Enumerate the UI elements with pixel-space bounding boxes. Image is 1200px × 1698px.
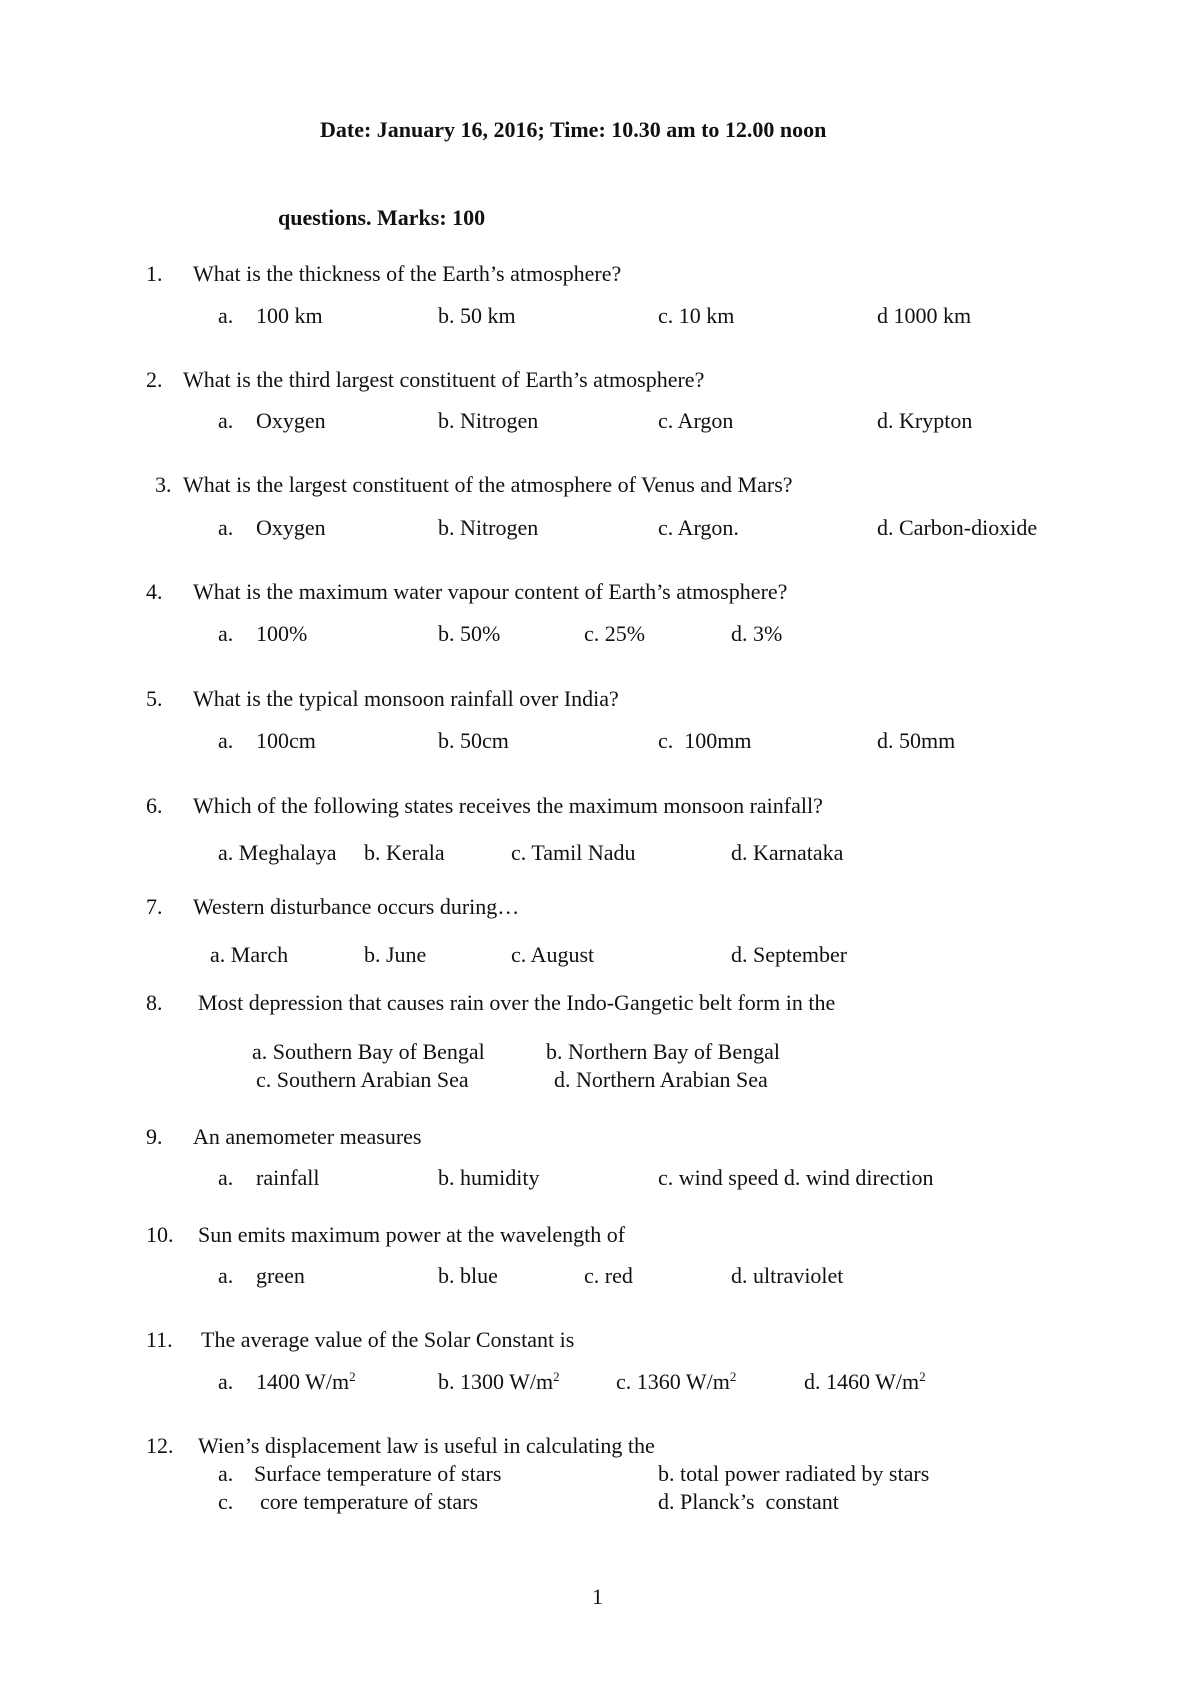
option-b: b. 50cm [438,728,509,753]
superscript: 2 [919,1369,926,1384]
option-b: b. June [364,942,427,967]
option-d: d. 1460 $W/m^2$ [804,1369,926,1394]
option-label: a. [218,728,234,753]
option-b: b. 50% [438,621,501,646]
question-text: What is the third largest constituent of Earth’s atmosphere? [183,367,705,392]
question-number: 9. [146,1124,163,1149]
question-text: Western disturbance occurs during… [193,894,520,919]
option-c: core temperature of stars [260,1489,479,1514]
option-label: a. [218,1263,234,1288]
question-text: What is the maximum water vapour content of Earth’s atmosphere? [193,579,788,604]
question-text: An anemometer measures [193,1124,422,1149]
option-b: b. 50 km [438,303,516,328]
question-number: 2. [146,367,163,392]
option-c: c. 25% [584,621,646,646]
option-label: a. [218,621,234,646]
option-b: b. Kerala [364,840,445,865]
option-a: rainfall [256,1165,320,1190]
question-number: 11. [146,1327,173,1352]
option-d: d. ultraviolet [731,1263,844,1288]
question-number: 10. [146,1222,174,1247]
option-a: 1400 $W/m^2$ [256,1369,356,1394]
question-number: 4. [146,579,163,604]
option-b: b. Northern Bay of Bengal [546,1039,780,1064]
option-a: 100 km [256,303,323,328]
option-a: a. Meghalaya [218,840,337,865]
question-text: What is the typical monsoon rainfall over India? [193,686,619,711]
option-label: a. [218,303,234,328]
question-text: Wien’s displacement law is useful in calculating the [198,1433,655,1458]
question-number: 7. [146,894,163,919]
option-c: c. Tamil Nadu [511,840,636,865]
marks-heading: questions. Marks: 100 [278,205,486,230]
option-a: Oxygen [256,408,326,433]
option-c: c. Southern Arabian Sea [256,1067,469,1092]
date-time-heading: Date: January 16, 2016; Time: 10.30 am to 12.00 noon [320,117,827,142]
question-number: 1. [146,261,163,286]
option-c: c. red [584,1263,633,1288]
option-a: a. March [210,942,289,967]
option-d: d. 3% [731,621,783,646]
option-c: c. Argon [658,408,734,433]
option-a: Surface temperature of stars [254,1461,502,1486]
option-b: b. Nitrogen [438,408,539,433]
option-d: d. Northern Arabian Sea [554,1067,768,1092]
option-c: c. Argon. [658,515,739,540]
option-b: b. Nitrogen [438,515,539,540]
option-d: d 1000 km [877,303,972,328]
question-number: 3. [155,472,172,497]
option-b: b. 1300 $W/m^2$ [438,1369,560,1394]
question-number: 5. [146,686,163,711]
option-d: d. September [731,942,848,967]
question-text: Sun emits maximum power at the wavelength of [198,1222,626,1247]
option-label: a. [218,408,234,433]
superscript: 2 [553,1369,560,1384]
option-a: Oxygen [256,515,326,540]
question-text: What is the largest constituent of the atmosphere of Venus and Mars? [183,472,793,497]
question-number: 6. [146,793,163,818]
option-c: c. 100mm [658,728,752,753]
option-label: a. [218,1165,234,1190]
option-b: b. humidity [438,1165,540,1190]
option-d: d. Planck’s constant [658,1489,839,1514]
option-c-d: c. wind speed d. wind direction [658,1165,934,1190]
option-c: c. August [511,942,595,967]
option-label: a. [218,1461,234,1486]
superscript: 2 [349,1369,356,1384]
option-c: c. 1360 $W/m^2$ [616,1369,737,1394]
question-number: 8. [146,990,163,1015]
option-b: b. blue [438,1263,498,1288]
option-a: a. Southern Bay of Bengal [252,1039,485,1064]
page-number: 1 [592,1584,603,1609]
option-d: d. Carbon-dioxide [877,515,1038,540]
question-text: The average value of the Solar Constant is [201,1327,575,1352]
option-a: 100% [256,621,308,646]
option-b: b. total power radiated by stars [658,1461,930,1486]
option-label: a. [218,1369,234,1394]
question-text: Most depression that causes rain over the Indo-Gangetic belt form in the [198,990,836,1015]
option-d: d. Karnataka [731,840,844,865]
option-a: green [256,1263,305,1288]
question-text: Which of the following states receives the maximum monsoon rainfall? [193,793,823,818]
question-number: 12. [146,1433,174,1458]
option-label: c. [218,1489,234,1514]
option-label: a. [218,515,234,540]
option-d: d. Krypton [877,408,973,433]
option-a: 100cm [256,728,316,753]
superscript: 2 [729,1369,737,1384]
option-d: d. 50mm [877,728,956,753]
option-c: c. 10 km [658,303,735,328]
question-text: What is the thickness of the Earth’s atmosphere? [193,261,622,286]
